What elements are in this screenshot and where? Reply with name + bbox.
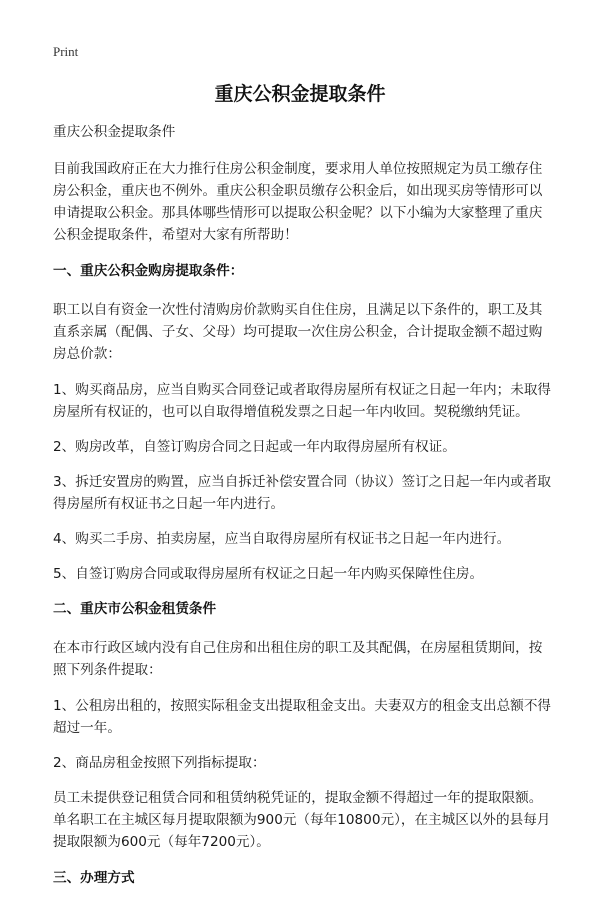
section-1-intro: 职工以自有资金一次性付清购房价款购买自住住房，且满足以下条件的，职工及其直系亲属（配偶、子女、父母）均可提取一次住房公积金，合计提取金额不超过购房总价款： xyxy=(53,302,543,362)
section-2-intro: 在本市行政区域内没有自己住房和出租住房的职工及其配偶，在房屋租赁期间，按照下列条件提取： xyxy=(53,640,543,678)
document-title: 重庆公积金提取条件 xyxy=(214,83,386,105)
print-label: Print xyxy=(53,44,79,59)
section-2-heading: 二、重庆市公积金租赁条件 xyxy=(53,601,217,617)
section-1-item-4: 4、购买二手房、拍卖房屋，应当自取得房屋所有权证书之日起一年内进行。 xyxy=(53,531,511,547)
section-3-heading: 三、办理方式 xyxy=(53,870,135,886)
section-1-item-1: 1、购买商品房，应当自购买合同登记或者取得房屋所有权证之日起一年内；未取得房屋所有权证的，也可以自取得增值税发票之日起一年内收回。契税缴纳凭证。 xyxy=(53,382,552,420)
section-1-item-3: 3、拆迁安置房的购置，应当自拆迁补偿安置合同（协议）签订之日起一年内或者取得房屋所有权证书之日起一年内进行。 xyxy=(53,474,552,512)
intro-paragraph: 目前我国政府正在大力推行住房公积金制度，要求用人单位按照规定为员工缴存住房公积金，重庆也不例外。重庆公积金职员缴存公积金后，如出现买房等情形可以申请提取公积金。那具体哪些情形可以提取公积金呢？以下小编为大家整理了重庆公积金提取条件，希望对大家有所帮助！ xyxy=(53,161,543,243)
section-1-item-2: 2、购房改革，自签订购房合同之日起或一年内取得房屋所有权证。 xyxy=(53,439,456,455)
section-1-heading: 一、重庆公积金购房提取条件： xyxy=(53,263,244,279)
section-2-note: 员工未提供登记租赁合同和租赁纳税凭证的，提取金额不得超过一年的提取限额。单名职工在主城区每月提取限额为900元（每年10800元），在主城区以外的县每月提取限额为600元（每年7200元）。 xyxy=(53,790,551,850)
section-1-item-5: 5、自签订购房合同或取得房屋所有权证之日起一年内购买保障性住房。 xyxy=(53,566,484,582)
article-subtitle: 重庆公积金提取条件 xyxy=(53,124,176,140)
section-2-item-2: 2、商品房租金按照下列指标提取： xyxy=(53,755,266,771)
article-body xyxy=(53,121,553,906)
section-2-item-1: 1、公租房出租的，按照实际租金支出提取租金支出。夫妻双方的租金支出总额不得超过一年。 xyxy=(53,698,552,736)
